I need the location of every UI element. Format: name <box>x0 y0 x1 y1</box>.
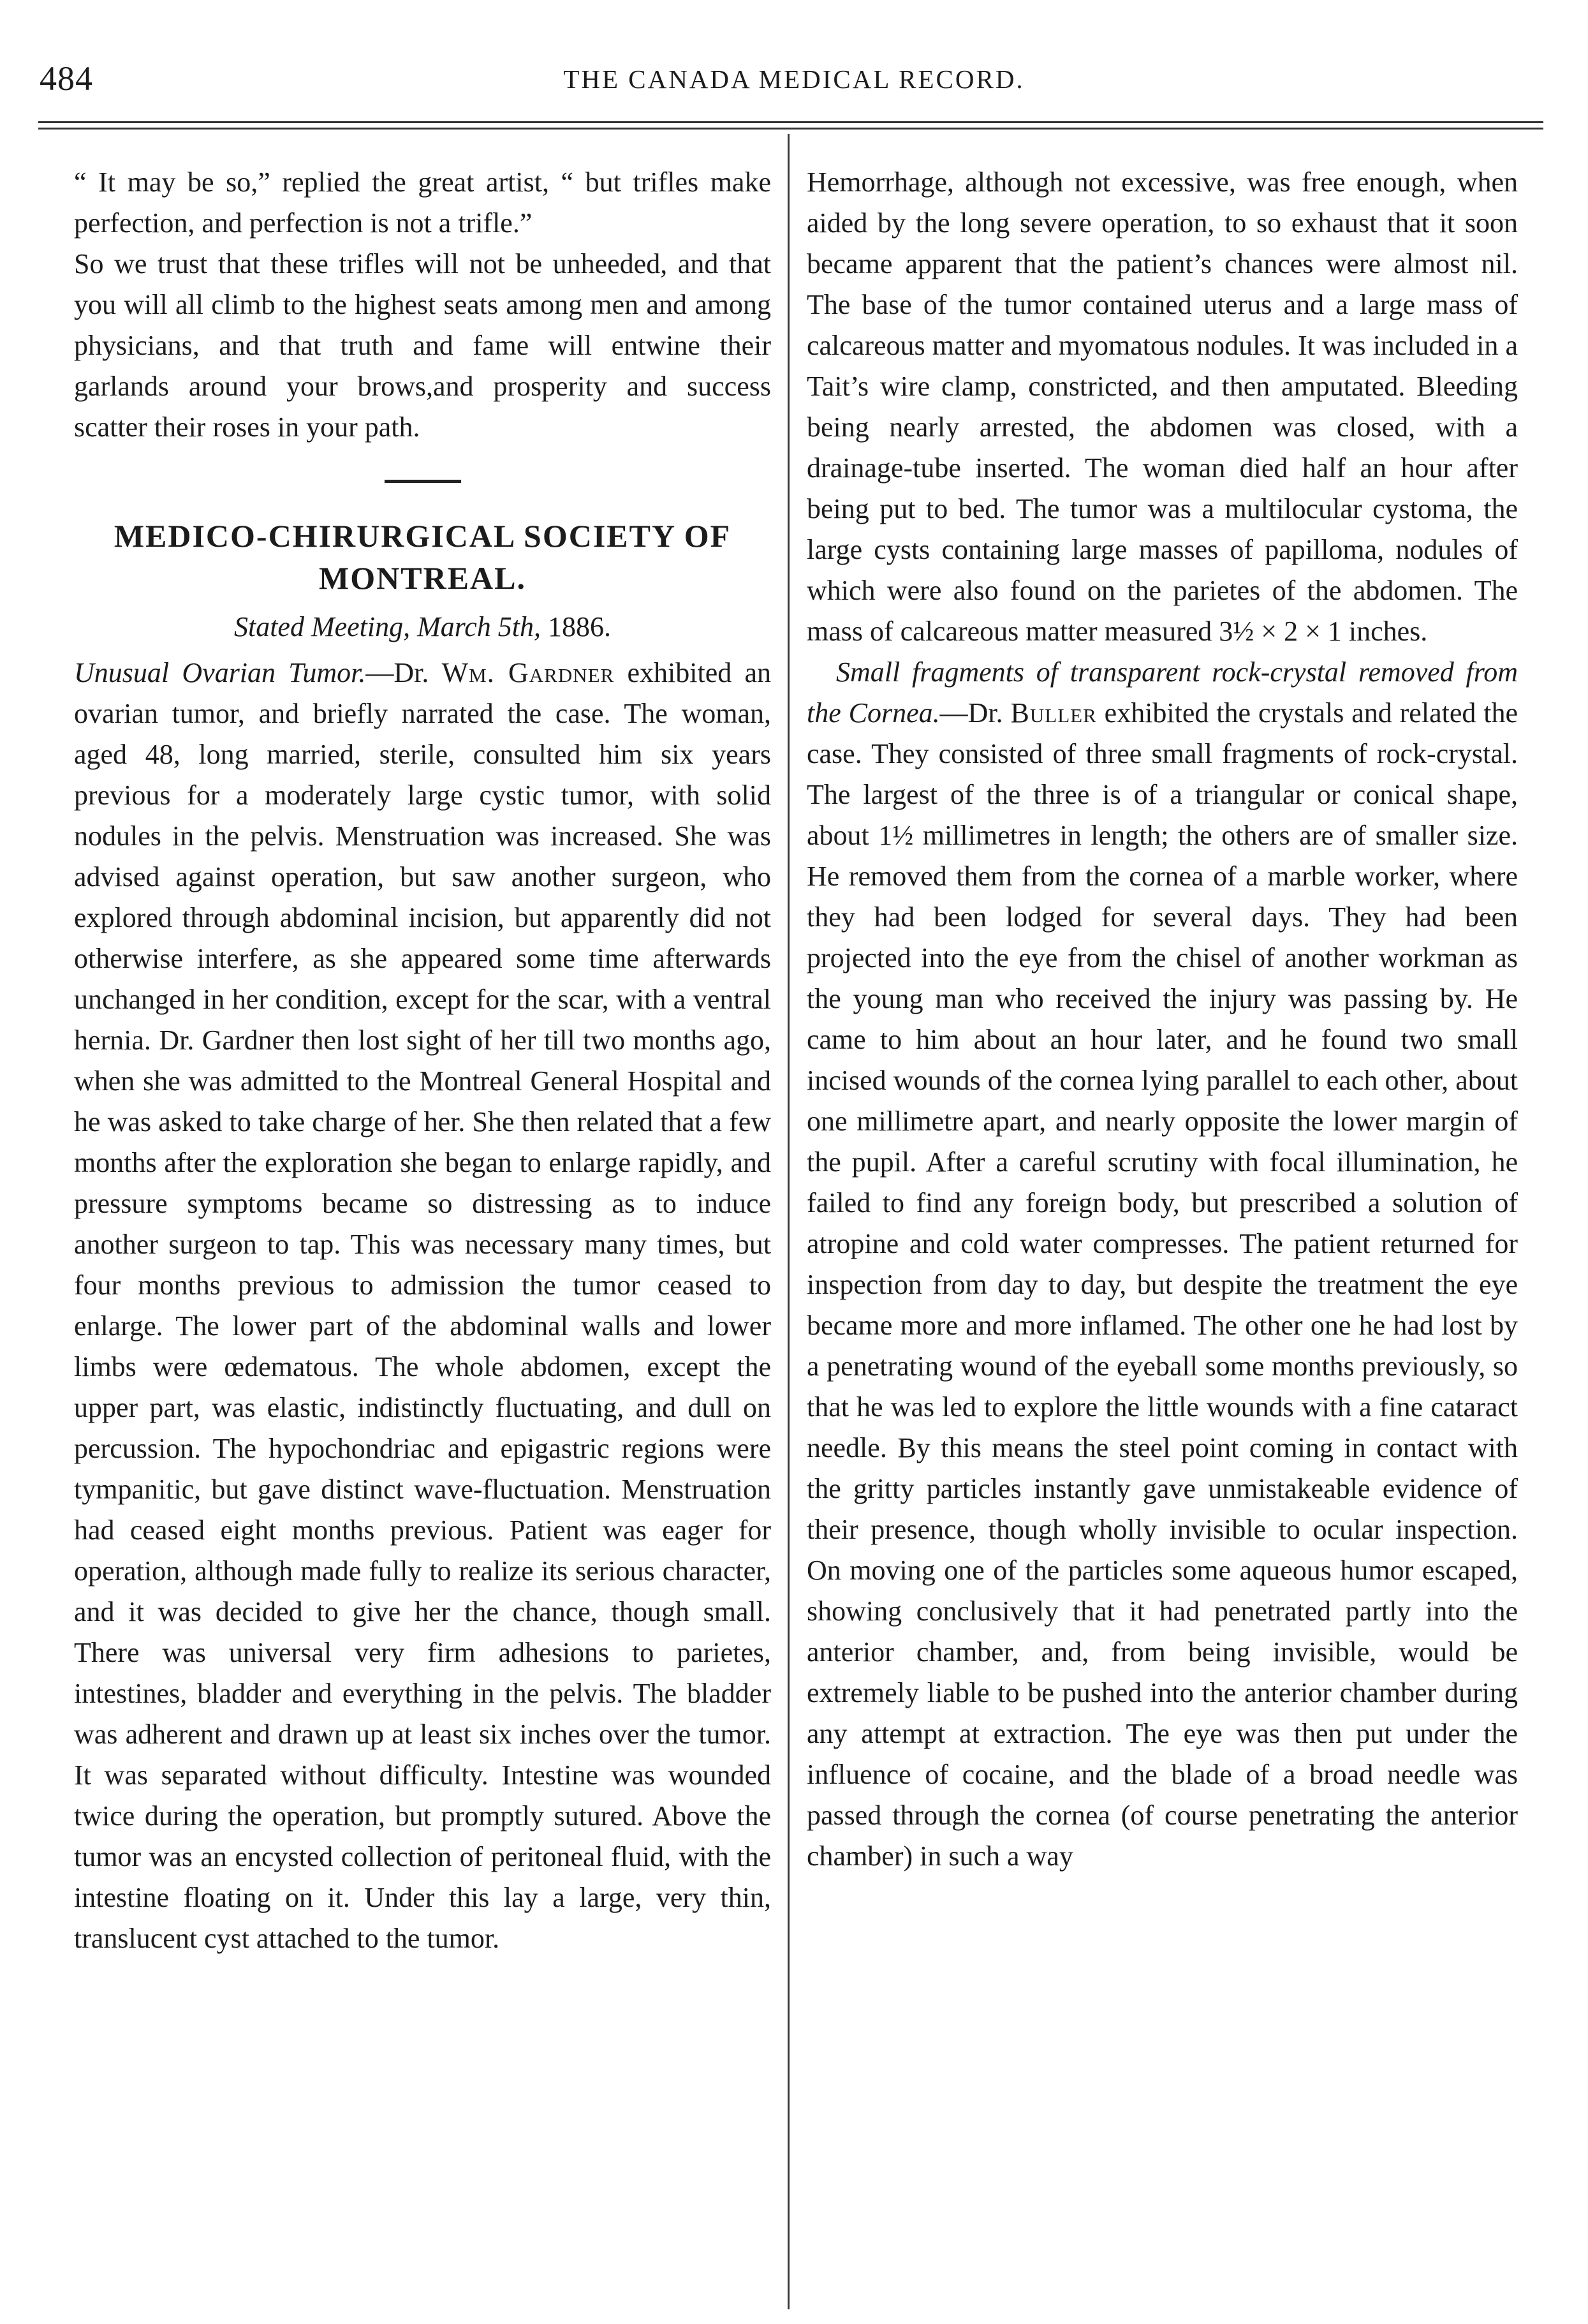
meeting-date <box>74 607 771 648</box>
meeting-year: 1886. <box>548 611 612 642</box>
case-1-author-prefix: —Dr. <box>365 657 429 688</box>
case-2-title: Small fragments of transparent rock-crystal removed from the Cornea. <box>807 656 1518 729</box>
section-title: MEDICO-CHIRURGICAL SOCIETY OF MONTREAL. <box>114 518 732 596</box>
case-2-author-prefix: —Dr. <box>939 697 1003 729</box>
meeting-label: Stated Meeting, March 5th, <box>233 611 541 642</box>
case-2-paragraph <box>807 652 1518 1877</box>
right-column <box>807 162 1518 1877</box>
case-1-paragraph <box>74 653 771 1959</box>
case-2-author: Buller <box>1010 697 1097 729</box>
page-number: 484 <box>40 59 93 98</box>
header-rule-top <box>38 121 1543 123</box>
case-2-text: exhibited the crystals and related the case. They consisted of three small fragments of rock-crystal. The largest of the three is of a triangular or conical shape, about 1½ millimetres in length; the others are of smaller size. He removed them from the cornea of a marble worker, where they had been lodged for several days. They had been projected into the eye from the chisel of another workman as the young man who received the injury was passing by. He came to him about an hour later, and he found two small incised wounds of the cornea lying parallel to each other, about one millimetre apart, and nearly opposite the lower margin of the pupil. After a careful scrutiny with focal illumination, he failed to find any foreign body, but prescribed a solution of atropine and cold water compresses. The patient returned for inspection from day to day, but despite the treatment the eye became more and more inflamed. The other one he had lost by a penetrating wound of the eyeball some months previously, so that he was led to explore the little wounds with a fine cataract needle. By this means the steel point coming in contact with the gritty particles instantly gave unmistakeable evidence of their presence, though wholly invisible to ocular inspection. On moving one of the particles some aqueous humor escaped, showing conclusively that it had penetrated partly into the anterior chamber, and, from being invisible, would be extremely liable to be pushed into the anterior chamber during any attempt at extraction. The eye was then put under the influence of cocaine, and the blade of a broad needle was passed through the cornea (of course penetrating the anterior chamber) in such a way <box>807 697 1518 1872</box>
section-separator <box>385 480 461 483</box>
column-divider <box>788 134 790 2309</box>
case-1-author: Wm. Gardner <box>441 657 615 688</box>
case-1-continued: Hemorrhage, although not excessive, was free enough, when aided by the long severe operation, to so exhaust that it soon became apparent that the patient’s chances were almost nil. The base of the tumor contained uterus and a large mass of calcareous matter and myomatous nodules. It was included in a Tait’s wire clamp, constricted, and then amputated. Bleeding being nearly arrested, the abdomen was closed, with a drainage-tube inserted. The woman died half an hour after being put to bed. The tumor was a multilocular cystoma, the large cysts containing large masses of papilloma, nodules of which were also found on the parietes of the abdomen. The mass of calcareous matter measured 3½ × 2 × 1 inches. <box>807 167 1518 647</box>
header-rule-bottom <box>38 128 1543 130</box>
case-1-text: exhibited an ovarian tumor, and briefly narrated the case. The woman, aged 48, long married, sterile, consulted him six years previous for a moderately large cystic tumor, with solid nodules in the pelvis. Menstruation was increased. She was advised against operation, but saw another surgeon, who explored through abdominal incision, but apparently did not otherwise interfere, as she appeared some time afterwards unchanged in her condition, except for the scar, with a ventral hernia. Dr. Gardner then lost sight of her till two months ago, when she was admitted to the Montreal General Hospital and he was asked to take charge of her. She then related that a few months after the exploration she began to enlarge rapidly, and pressure symptoms became so distressing as to induce another surgeon to tap. This was necessary many times, but four months previous to admission the tumor ceased to enlarge. The lower part of the abdominal walls and lower limbs were œdematous. The whole abdomen, except the upper part, was elastic, indistinctly fluctuating, and dull on percussion. The hypochondriac and epigastric regions were tympanitic, but gave distinct wave-fluctuation. Menstruation had ceased eight months previous. Patient was eager for operation, although made fully to realize its serious character, and it was decided to give her the chance, though small. There was universal very firm adhesions to parietes, intestines, bladder and everything in the pelvis. The bladder was adherent and drawn up at least six inches over the tumor. It was separated without difficulty. Intestine was wounded twice during the operation, but promptly sutured. Above the tumor was an encysted collection of peritoneal fluid, with the intestine floating on it. Under this lay a large, very thin, translucent cyst attached to the tumor. <box>74 657 772 1954</box>
left-column <box>74 162 771 1959</box>
case-1-title: Unusual Ovarian Tumor. <box>74 657 366 688</box>
intro-paragraph-1: “ It may be so,” replied the great artist, “ but trifles make perfection, and perfection is not a trifle.” <box>74 167 771 239</box>
intro-paragraph-2: So we trust that these trifles will not be unheeded, and that you will all climb to the highest seats among men and among physicians, and that truth and fame will entwine their garlands around your brows,and prosperity and success scatter their roses in your path. <box>74 248 771 443</box>
running-head: THE CANADA MEDICAL RECORD. <box>563 64 1025 94</box>
